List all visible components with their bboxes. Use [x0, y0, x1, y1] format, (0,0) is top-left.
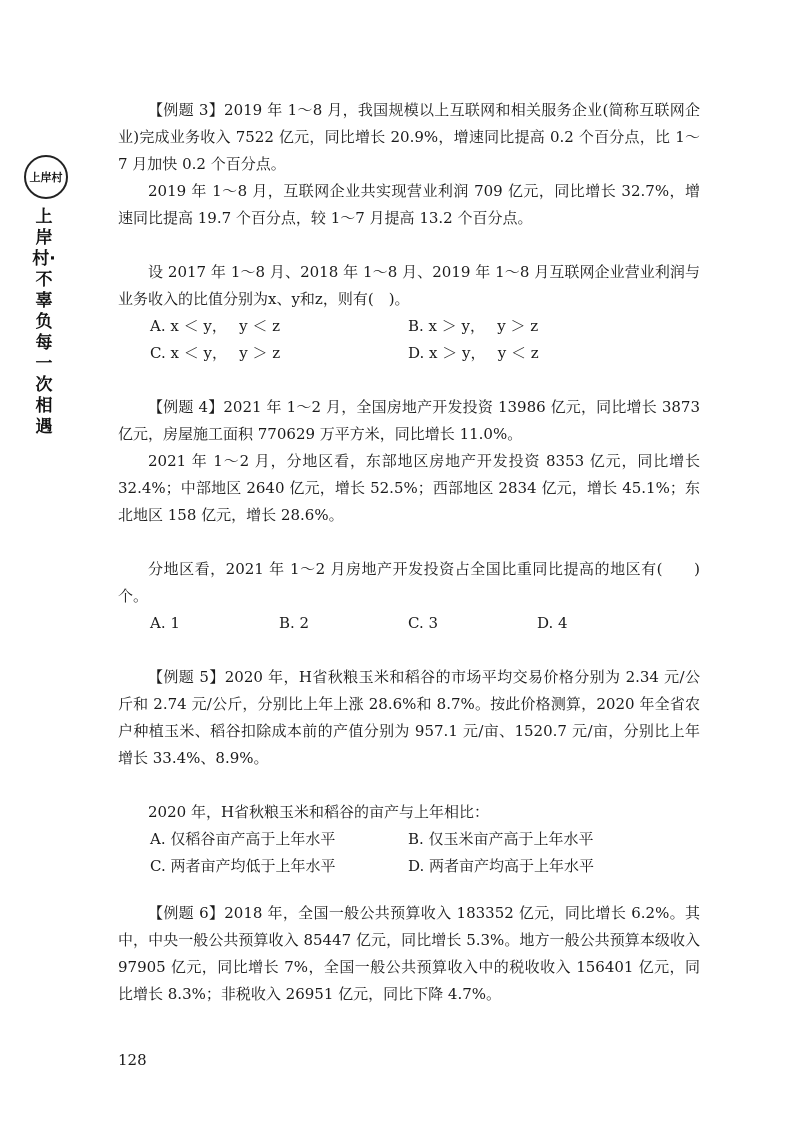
seal-logo: 上岸村 — [24, 155, 68, 199]
example-3 — [118, 97, 700, 367]
example-4 — [118, 394, 700, 637]
example-6-intro — [118, 900, 700, 1008]
example-4-text: 2021 年 1～2 月，全国房地产开发投资 13986 亿元，同比增长 3873 亿元，房屋施工面积 770629 万平方米，同比增长 11.0%。 — [118, 398, 700, 443]
option-b[interactable]: B. x ＞ y， y ＞ z — [408, 317, 539, 335]
page-number: 128 — [118, 1051, 147, 1069]
option-d[interactable]: D. 两者亩产均高于上年水平 — [408, 857, 595, 875]
example-3-question: 设 2017 年 1～8 月、2018 年 1～8 月、2019 年 1～8 月互联网企业营业利润与业务收入的比值分别为x、y和z，则有( )。 — [118, 263, 700, 308]
example-4-paragraph-2: 2021 年 1～2 月，分地区看，东部地区房地产开发投资 8353 亿元，同比增长 32.4%；中部地区 2640 亿元，增长 52.5%；西部地区 2834 亿元，增长 45.1%；东北地区 158 亿元，增长 28.6%。 — [118, 452, 700, 524]
option-c[interactable]: C. 3 — [408, 614, 439, 632]
example-6-text: 2018 年，全国一般公共预算收入 183352 亿元，同比增长 6.2%。其中，中央一般公共预算收入 85447 亿元，同比增长 5.3%。地方一般公共预算本级收入 97905 亿元，同比增长 7%，全国一般公共预算收入中的税收收入 156401 亿元，同比增长 8.3%；非税收入 26951 亿元，同比下降 4.7%。 — [118, 904, 700, 1003]
example-5-text: 2020 年，H省秋粮玉米和稻谷的市场平均交易价格分别为 2.34 元/公斤和 2.74 元/公斤，分别比上年上涨 28.6%和 8.7%。按此价格测算，2020 年全省农户种植玉米、稻谷扣除成本前的产值分别为 957.1 元/亩、1520.7 元/亩，分别比上年增长 33.4%、8.9%。 — [118, 668, 701, 767]
example-6-tag: 【例题 6】 — [148, 904, 225, 922]
example-5-tag: 【例题 5】 — [148, 668, 225, 686]
example-3-tag: 【例题 3】 — [148, 101, 225, 119]
example-5-options — [150, 826, 700, 880]
example-3-text: 2019 年 1～8 月，我国规模以上互联网和相关服务企业(简称互联网企业)完成业务收入 7522 亿元，同比增长 20.9%，增速同比提高 0.2 个百分点，比 1～7 月加快 0.2 个百分点。 — [118, 101, 701, 173]
example-4-question: 分地区看，2021 年 1～2 月房地产开发投资占全国比重同比提高的地区有( )个。 — [118, 560, 700, 605]
option-a[interactable]: A. 仅稻谷亩产高于上年水平 — [150, 830, 336, 848]
example-3-paragraph-2: 2019 年 1～8 月，互联网企业共实现营业利润 709 亿元，同比增长 32.7%，增速同比提高 19.7 个百分点，较 1～7 月提高 13.2 个百分点。 — [118, 182, 700, 227]
example-6 — [118, 900, 700, 1008]
option-c[interactable]: C. x ＜ y， y ＞ z — [150, 344, 281, 362]
option-d[interactable]: D. 4 — [537, 614, 568, 632]
option-a[interactable]: A. x ＜ y， y ＜ z — [150, 317, 281, 335]
example-5-intro — [118, 664, 700, 772]
option-b[interactable]: B. 仅玉米亩产高于上年水平 — [408, 830, 594, 848]
option-b[interactable]: B. 2 — [279, 614, 310, 632]
example-4-tag: 【例题 4】 — [148, 398, 224, 416]
sidebar-motto: 上岸村·不辜负每一次相遇 — [32, 207, 56, 437]
page-content — [118, 97, 700, 1008]
option-a[interactable]: A. 1 — [150, 614, 180, 632]
example-4-options — [150, 610, 700, 637]
example-5-question: 2020 年，H省秋粮玉米和稻谷的亩产与上年相比： — [148, 803, 490, 821]
option-c[interactable]: C. 两者亩产均低于上年水平 — [150, 857, 336, 875]
example-3-intro — [118, 97, 700, 178]
example-5 — [118, 664, 700, 880]
option-d[interactable]: D. x ＞ y， y ＜ z — [408, 344, 539, 362]
example-4-intro — [118, 394, 700, 448]
example-3-options — [150, 313, 700, 367]
